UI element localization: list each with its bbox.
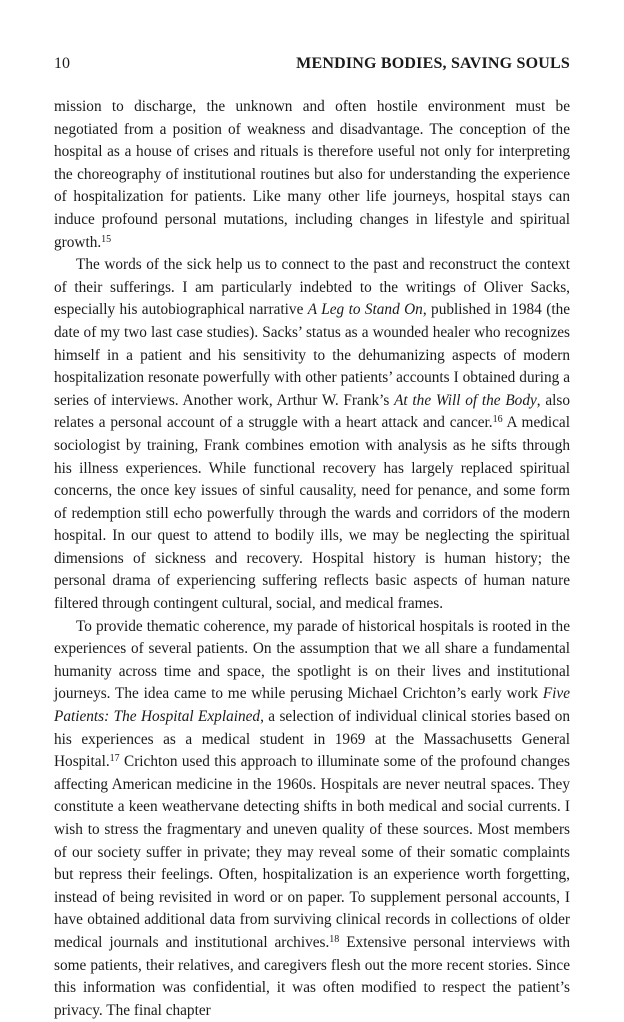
- paragraph: [54, 254, 570, 616]
- text-run: Extensive personal interviews with some patients, their relatives, and caregivers flesh out the more recent stories. Since this information was confidential, it was often modified to respect the patient’s privacy. The final chapter: [54, 933, 570, 1019]
- book-title: A Leg to Stand On: [307, 301, 423, 319]
- text-run: A medical sociologist by training, Frank combines emotion with analysis as he sifts through his illness experiences. While functional recovery has largely replaced spiritual concerns, the once key issues of sinful causality, need for penance, and some form of redemption still echo powerfully through the wards and corridors of the modern hospital. In our quest to attend to bodily ills, we may be neglecting the spiritual dimensions of sickness and recovery. Hospital history is human history; the personal drama of experiencing suffering reflects basic aspects of human nature filtered through contingent cultural, social, and medical frames.: [54, 414, 570, 613]
- paragraph: [54, 616, 570, 1022]
- text-run: , a selection of individual clinical stories based on his experiences as a medical student in 1969 at the Massachusetts General Hospital.: [54, 708, 571, 771]
- text-run: mission to discharge, the unknown and often hostile environment must be negotiated from a position of weakness and disadvantage. The conception of the hospital as a house of crises and rituals is therefore useful not only for interpreting the choreography of institutional routines but also for understanding the experience of hospitalization for patients. Like many other life journeys, hospital stays can induce profound personal mutations, including changes in lifestyle and spiritual growth.: [54, 98, 570, 251]
- footnote-ref: 17: [109, 753, 120, 765]
- paragraph: [54, 96, 570, 254]
- text-run: , published in 1984 (the date of my two last case studies). Sacks’ status as a wounded healer who recognizes himself in a patient and his sensitivity to the dehumanizing aspects of modern hospitalization resonate powerfully with other patients’ accounts I obtained during a series of interviews. Another work, Arthur W. Frank’s: [54, 301, 571, 409]
- footnote-ref: 15: [101, 233, 112, 245]
- text-run: , also relates a personal account of a struggle with a heart attack and cancer.: [54, 391, 570, 432]
- body-text: [54, 96, 570, 1022]
- footnote-ref: 18: [329, 933, 340, 945]
- text-run: To provide thematic coherence, my parade of historical hospitals is rooted in the experiences of several patients. On the assumption that we all share a fundamental humanity across time and space, the spotlight is on their lives and institutional journeys. The idea came to me while perusing Michael Crichton’s early work: [54, 617, 570, 703]
- book-title: At the Will of the Body: [394, 391, 537, 409]
- running-head: [54, 52, 570, 76]
- running-title: MENDING BODIES, SAVING SOULS: [296, 55, 570, 72]
- book-title: Five Patients: The Hospital Explained: [54, 685, 570, 726]
- text-run: Crichton used this approach to illuminate some of the profound changes affecting American medicine in the 1960s. Hospitals are never neutral spaces. They constitute a keen weathervane detecting shifts in both medical and social currents. I wish to stress the fragmentary and uneven quality of these sources. Most members of our society suffer in private; they may reveal some of their somatic complaints but repress their feelings. Often, hospitalization is an experience worth forgetting, instead of being revisited in word or on paper. To supplement personal accounts, I have obtained additional data from surviving clinical records in collections of older medical journals and institutional archives.: [54, 753, 570, 951]
- footnote-ref: 16: [492, 414, 503, 426]
- page-number: 10: [54, 55, 70, 72]
- text-run: The words of the sick help us to connect to the past and reconstruct the context of their sufferings. I am particularly indebted to the writings of Oliver Sacks, especially his autobiographical narrative: [54, 256, 570, 319]
